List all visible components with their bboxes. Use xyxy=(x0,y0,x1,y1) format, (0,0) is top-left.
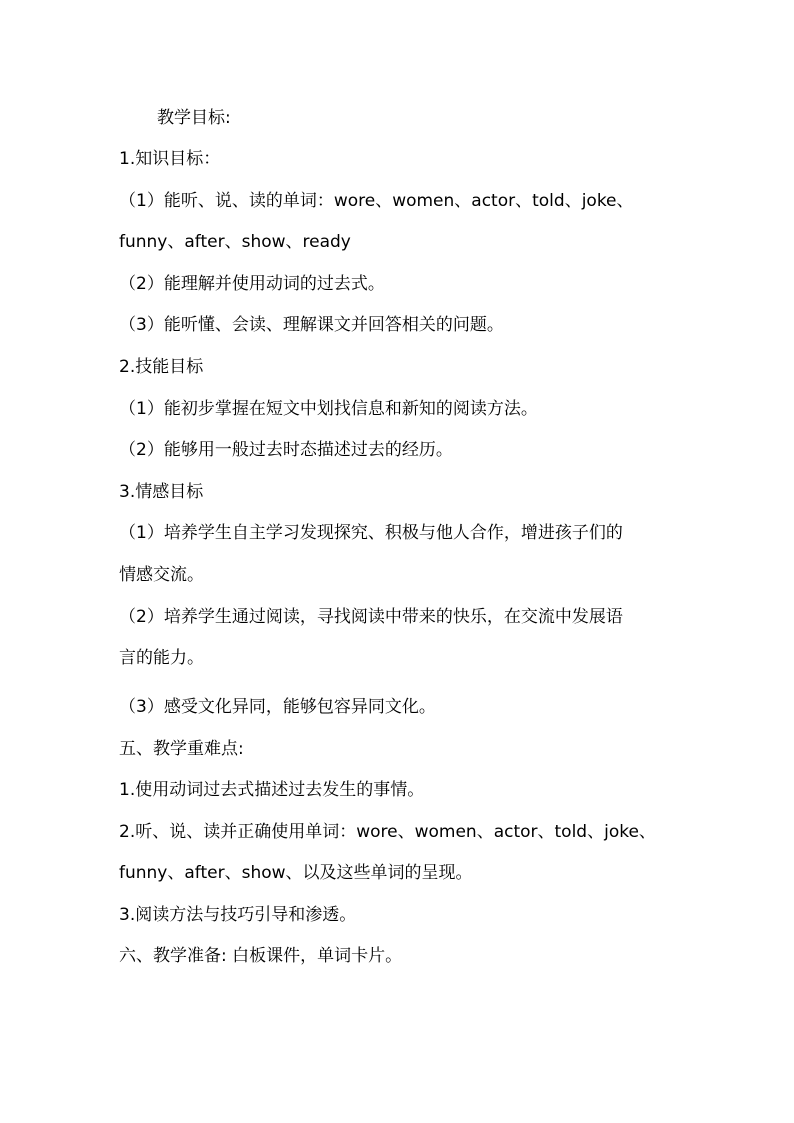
text-line: （3）感受文化异同，能够包容异同文化。 xyxy=(119,697,436,717)
text-line: （1）能听、说、读的单词：wore、women、actor、told、joke、 xyxy=(119,191,634,211)
text-line: funny、after、show、以及这些单词的呈现。 xyxy=(119,863,473,883)
text-line: 言的能力。 xyxy=(119,648,204,668)
text-line: （2）能够用一般过去时态描述过去的经历。 xyxy=(119,440,453,460)
text-line: 1.使用动词过去式描述过去发生的事情。 xyxy=(119,780,425,800)
text-line: （1）培养学生自主学习发现探究、积极与他人合作，增进孩子们的 xyxy=(119,523,623,543)
section-heading-teaching-preparation: 六、教学准备: 白板课件，单词卡片。 xyxy=(119,946,403,966)
text-line: 3.阅读方法与技巧引导和渗透。 xyxy=(119,905,357,925)
text-line: 2.听、说、读并正确使用单词：wore、women、actor、told、joke、 xyxy=(119,822,656,842)
section-heading-key-difficulties: 五、教学重难点: xyxy=(119,739,244,759)
text-line: （2）能理解并使用动词的过去式。 xyxy=(119,274,385,294)
text-line: （1）能初步掌握在短文中划找信息和新知的阅读方法。 xyxy=(119,399,538,419)
knowledge-objectives-heading: 1.知识目标： xyxy=(119,149,221,169)
emotional-objectives-heading: 3.情感目标 xyxy=(119,482,204,502)
text-line: 情感交流。 xyxy=(119,565,204,585)
text-line: （2）培养学生通过阅读，寻找阅读中带来的快乐，在交流中发展语 xyxy=(119,607,623,627)
skill-objectives-heading: 2.技能目标 xyxy=(119,357,204,377)
text-line: funny、after、show、ready xyxy=(119,232,351,252)
section-heading-teaching-objectives: 教学目标: xyxy=(157,108,231,128)
text-line: （3）能听懂、会读、理解课文并回答相关的问题。 xyxy=(119,315,504,335)
